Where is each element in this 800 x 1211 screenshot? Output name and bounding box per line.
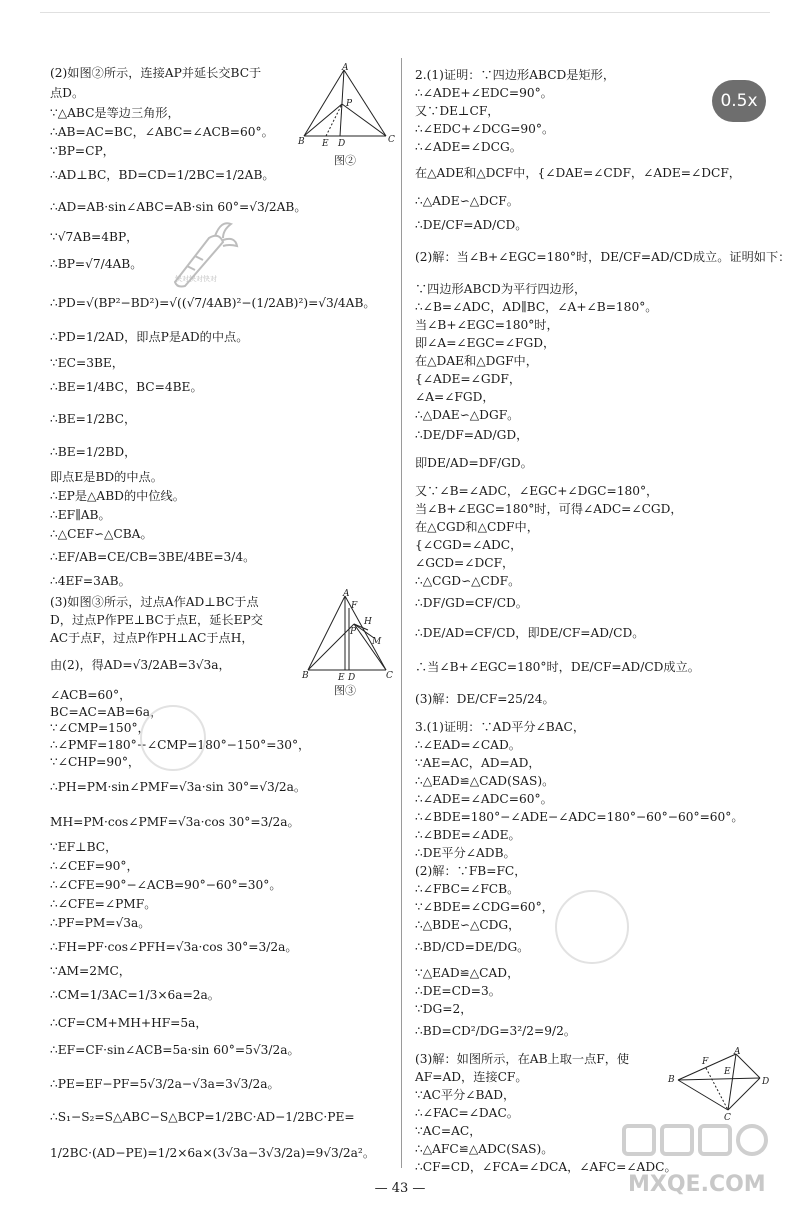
text-line: ∴AD=AB·sin∠ABC=AB·sin 60°=√3/2AB。 — [50, 200, 307, 214]
text-line: ∴EF=CF·sin∠ACB=5a·sin 60°=5√3/2a。 — [50, 1043, 300, 1057]
text-line: ∴△CEF∽△CBA。 — [50, 527, 153, 541]
text-line: ∵AC平分∠BAD， — [415, 1088, 516, 1102]
figure-3-diagram — [302, 590, 392, 682]
text-line: ∴BE=1/2BD， — [50, 445, 137, 459]
text-line: ∴PE=EF−PF=5√3/2a−√3a=3√3/2a。 — [50, 1077, 280, 1091]
text-line: 由(2)，得AD=√3/2AB=3√3a， — [50, 658, 231, 672]
text-line: ∵AE=AC，AD=AD， — [415, 756, 541, 770]
column-divider — [401, 58, 402, 1168]
fig4-label: F — [702, 1057, 709, 1067]
text-line: ∴∠CFE=∠PMF。 — [50, 897, 157, 911]
text-line: 点D。 — [50, 86, 85, 100]
text-line: 即DE/AD=DF/GD。 — [415, 456, 533, 470]
text-line: ∴PF=PM=√3a。 — [50, 916, 151, 930]
text-line: 在△CGD和△CDF中， — [415, 520, 539, 534]
text-line: AC于点F，过点P作PH⊥AC于点H， — [50, 631, 254, 645]
text-line: {∠ADE=∠GDF， — [415, 372, 522, 386]
text-line: ∴△CGD∽△CDF。 — [415, 574, 521, 588]
text-line: ∴∠ADE+∠EDC=90°。 — [415, 86, 553, 100]
text-line: ∴PD=1/2AD，即点P是AD的中点。 — [50, 330, 249, 344]
text-line: ∴EP是△ABD的中位线。 — [50, 489, 185, 503]
text-line: ∴△AFC≌△ADC(SAS)。 — [415, 1142, 554, 1156]
text-line: 在△ADE和△DCF中，{∠DAE=∠CDF，∠ADE=∠DCF， — [415, 166, 741, 180]
text-line: ∴当∠B+∠EGC=180°时，DE/CF=AD/CD成立。 — [415, 660, 700, 674]
text-line: (2)如图②所示，连接AP并延长交BC于 — [50, 66, 262, 80]
figure-2-diagram — [298, 64, 398, 150]
text-line: ∴PD=√(BP²−BD²)=√((√7/4AB)²−(1/2AB)²)=√3/4AB。 — [50, 296, 376, 310]
text-line: ∵√7AB=4BP， — [50, 230, 139, 244]
text-line: 3.(1)证明：∵AD平分∠BAC， — [415, 720, 586, 734]
text-line: ∴△EAD≌△CAD(SAS)。 — [415, 774, 555, 788]
text-line: ∴∠ADE=∠ADC=60°。 — [415, 792, 553, 806]
text-line: 当∠B+∠EGC=180°时， — [415, 318, 559, 332]
text-line: ∵AC=AC， — [415, 1124, 482, 1138]
text-line: ∴S₁−S₂=S△ABC−S△BCP=1/2BC·AD−1/2BC·PE= — [50, 1110, 355, 1124]
text-line: ∴∠FBC=∠FCB。 — [415, 882, 520, 896]
fig4-label: D — [762, 1077, 770, 1087]
text-line: ∴AB=AC=BC，∠ABC=∠ACB=60°。 — [50, 125, 274, 139]
text-line: (3)如图③所示，过点A作AD⊥BC于点 — [50, 595, 259, 609]
carrot-mascot-icon — [165, 216, 240, 291]
text-line: 2.(1)证明：∵四边形ABCD是矩形， — [415, 68, 616, 82]
fig3-label: F — [351, 601, 358, 611]
text-line: (3)解：DE/CF=25/24。 — [415, 692, 555, 706]
text-line: ∴DE/CF=AD/CD。 — [415, 218, 528, 232]
text-line: ∴△ADE∽△DCF。 — [415, 194, 519, 208]
text-line: ∵EF⊥BC， — [50, 840, 118, 854]
fig3-label: E — [338, 673, 345, 683]
text-line: MH=PM·cos∠PMF=√3a·cos 30°=3/2a。 — [50, 815, 300, 829]
faint-stamp — [140, 705, 206, 771]
text-line: 在△DAE和△DGF中， — [415, 354, 538, 368]
fig4-label: A — [734, 1047, 741, 1057]
fig3-label: B — [302, 671, 309, 681]
text-line: ∵∠BDE=∠CDG=60°， — [415, 900, 554, 914]
fig3-label: P — [350, 627, 357, 637]
text-line: ∴∠ADE=∠DCG。 — [415, 140, 522, 154]
text-line: ∴DF/GD=CF/CD。 — [415, 596, 528, 610]
figure-2-caption: 图② — [334, 154, 356, 167]
fig3-label: C — [386, 671, 393, 681]
text-line: 又∵∠B=∠ADC，∠EGC+∠DGC=180°， — [415, 484, 659, 498]
text-line: 又∵DE⊥CF， — [415, 104, 500, 118]
text-line: ∴CF=CD，∠FCA=∠DCA，∠AFC=∠ADC。 — [415, 1160, 677, 1174]
text-line: ∴PH=PM·sin∠PMF=√3a·sin 30°=√3/2a。 — [50, 780, 307, 794]
text-line: BC=AC=AB=6a， — [50, 705, 163, 719]
text-line: D，过点P作PE⊥BC于点E，延长EP交 — [50, 613, 263, 627]
watermark-logo — [620, 1120, 770, 1169]
text-line: ∠A=∠FGD， — [415, 390, 495, 404]
text-line: ∵EC=3BE， — [50, 356, 124, 370]
text-line: ∴EF∥AB。 — [50, 508, 111, 522]
fig2-label: P — [346, 99, 353, 109]
text-line: ∴∠BDE=180°−∠ADE−∠ADC=180°−60°−60°=60°。 — [415, 810, 744, 824]
text-line: ∴DE平分∠ADB。 — [415, 846, 516, 860]
text-line: ∴∠BDE=∠ADE。 — [415, 828, 521, 842]
text-line: ∴DE/AD=CF/CD，即DE/CF=AD/CD。 — [415, 626, 645, 640]
text-line: ∵∠CHP=90°， — [50, 755, 141, 769]
text-line: AF=AD，连接CF。 — [415, 1070, 528, 1084]
text-line: ∴AD⊥BC，BD=CD=1/2BC=1/2AB。 — [50, 168, 275, 182]
text-line: (2)解：∵FB=FC， — [415, 864, 527, 878]
figure-3-caption: 图③ — [334, 684, 356, 697]
fig3-label: D — [348, 673, 356, 683]
text-line: ∴BE=1/4BC，BC=4BE。 — [50, 380, 203, 394]
playback-speed-button[interactable]: 0.5x — [712, 80, 766, 122]
carrot-text: 快对快对快对 — [175, 275, 217, 283]
text-line: ∵AM=2MC， — [50, 964, 131, 978]
faint-stamp — [555, 890, 629, 964]
text-line: ∴∠EAD=∠CAD。 — [415, 738, 521, 752]
text-line: ∴BP=√7/4AB。 — [50, 257, 143, 271]
text-line: ∵DG=2， — [415, 1002, 473, 1016]
fig3-label: H — [364, 617, 372, 627]
text-line: ∴BD=CD²/DG=3²/2=9/2。 — [415, 1024, 577, 1038]
text-line: ∴∠PMF=180°−∠CMP=180°−150°=30°， — [50, 738, 311, 752]
text-line: (2)解：当∠B+∠EGC=180°时，DE/CF=AD/CD成立。证明如下： — [415, 250, 791, 264]
fig4-label: E — [724, 1067, 731, 1077]
fig2-label: C — [388, 135, 395, 145]
fig2-label: A — [342, 63, 349, 73]
text-line: ∴∠EDC+∠DCG=90°。 — [415, 122, 555, 136]
text-line: ∴∠B=∠ADC，AD∥BC，∠A+∠B=180°。 — [415, 300, 658, 314]
page-number: — 43 — — [374, 1181, 426, 1196]
fig3-label: M — [372, 637, 382, 647]
text-line: ∴4EF=3AB。 — [50, 574, 131, 588]
text-line: ∠GCD=∠DCF， — [415, 556, 515, 570]
text-line: 即∠A=∠EGC=∠FGD， — [415, 336, 556, 350]
text-line: ∴CF=CM+MH+HF=5a， — [50, 1016, 208, 1030]
text-line: ∴FH=PF·cos∠PFH=√3a·cos 30°=3/2a。 — [50, 940, 298, 954]
text-line: ∵四边形ABCD为平行四边形， — [415, 282, 587, 296]
text-line: ∵△EAD≌△CAD， — [415, 966, 520, 980]
figure-4-diagram — [668, 1047, 773, 1123]
top-rule — [40, 12, 770, 13]
text-line: ∴△DAE∽△DGF。 — [415, 408, 520, 422]
text-line: ∴BD/CD=DE/DG。 — [415, 940, 530, 954]
watermark-text: MXQE.COM — [628, 1172, 766, 1197]
text-line: (3)解：如图所示，在AB上取一点F，使 — [415, 1052, 630, 1066]
text-line: ∵∠CMP=150°， — [50, 721, 150, 735]
fig3-label: A — [343, 589, 350, 599]
fig4-label: B — [668, 1075, 675, 1085]
text-line: ∴EF/AB=CE/CB=3BE/4BE=3/4。 — [50, 550, 256, 564]
text-line: {∠CGD=∠ADC， — [415, 538, 523, 552]
text-line: 当∠B+∠EGC=180°时，可得∠ADC=∠CGD， — [415, 502, 683, 516]
text-line: ∴DE/DF=AD/GD， — [415, 428, 529, 442]
text-line: ∴CM=1/3AC=1/3×6a=2a。 — [50, 988, 220, 1002]
text-line: ∴DE=CD=3。 — [415, 984, 501, 998]
text-line: 1/2BC·(AD−PE)=1/2×6a×(3√3a−3√3/2a)=9√3/2a²。 — [50, 1146, 376, 1160]
text-line: ∴△BDE∽△CDG， — [415, 918, 521, 932]
text-line: ∴∠CFE=90°−∠ACB=90°−60°=30°。 — [50, 878, 282, 892]
text-line: ∵△ABC是等边三角形， — [50, 106, 180, 120]
text-line: ∴BE=1/2BC， — [50, 412, 137, 426]
fig2-label: B — [298, 137, 305, 147]
text-line: ∵BP=CP， — [50, 144, 115, 158]
text-line: ∴∠CEF=90°， — [50, 859, 139, 873]
text-line: 即点E是BD的中点。 — [50, 470, 163, 484]
text-line: ∠ACB=60°， — [50, 688, 132, 702]
fig4-label: C — [724, 1113, 731, 1123]
text-line: ∴∠FAC=∠DAC。 — [415, 1106, 519, 1120]
fig2-label: E — [322, 139, 329, 149]
fig2-label: D — [338, 139, 346, 149]
